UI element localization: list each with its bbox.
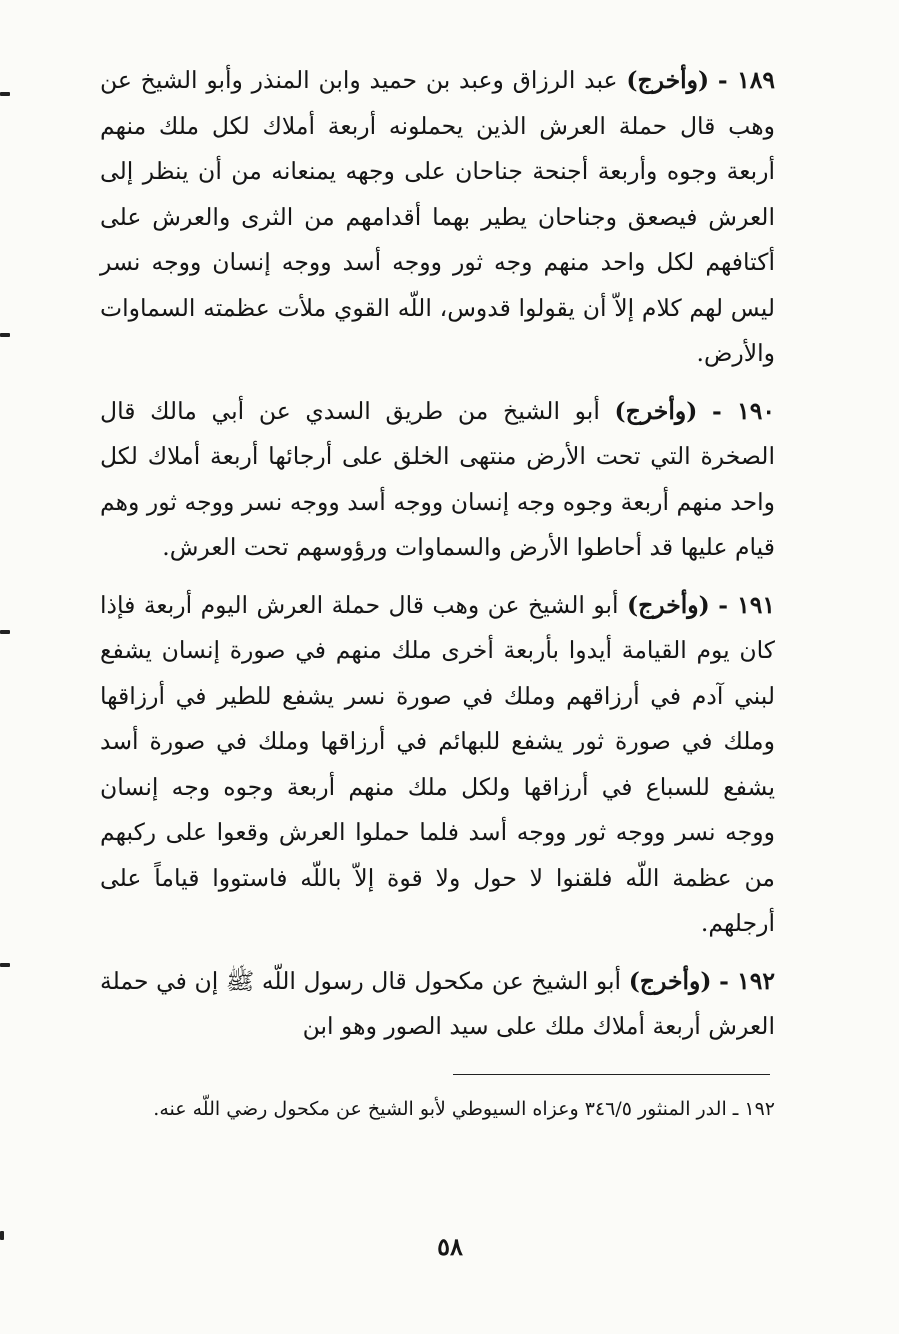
hadith-paragraph-189	[100, 58, 775, 377]
hadith-text: أبو الشيخ عن مكحول قال رسول اللّه ﷺ إن في حملة العرش أربعة أملاك ملك على سيد الصور وهو ابن	[100, 966, 775, 1040]
scan-edge-mark	[0, 1231, 4, 1240]
hadith-text: عبد الرزاق وعبد بن حميد وابن المنذر وأبو الشيخ عن وهب قال حملة العرش الذين يحملونه أربعة أملاك لكل ملك منهم أربعة وجوه وأربعة أجنحة جناحان على وجهه يمنعانه من أن ينظر إلى العرش فيصعق وجناحان يطير بهما أقدامهم من الثرى والعرش على أكتافهم لكل واحد منهم وجه ثور ووجه أسد ووجه إنسان ووجه نسر ليس لهم كلام إلاّ أن يقولوا قدوس، اللّه القوي ملأت عظمته السماوات والأرض.	[100, 66, 775, 367]
scan-edge-mark	[0, 333, 10, 337]
main-text	[100, 58, 775, 1062]
hadith-keyword: (وأخرج)	[614, 396, 698, 425]
hadith-number: ١٨٩ -	[717, 66, 775, 94]
hadith-number: ١٩٠ -	[711, 396, 775, 425]
footnote-separator	[453, 1074, 770, 1075]
hadith-text: أبو الشيخ عن وهب قال حملة العرش اليوم أربعة فإذا كان يوم القيامة أيدوا بأربعة أخرى ملك منهم في صورة إنسان يشفع لبني آدم في أرزاقهم وملك في صورة نسر يشفع للطير في أرزاقها وملك في صورة ثور يشفع للبهائم في أرزاقها وملك في صورة أسد يشفع للسباع في أرزاقها ولكل ملك منهم أربعة وجوه وجه إنسان ووجه نسر ووجه ثور ووجه أسد فلما حملوا العرش وقعوا على ركبهم من عظمة اللّه فلقنوا لا حول ولا قوة إلاّ باللّه فاستووا قياماً على أرجلهم.	[100, 590, 775, 937]
hadith-text: أبو الشيخ من طريق السدي عن أبي مالك قال الصخرة التي تحت الأرض منتهى الخلق على أرجائها أربعة أملاك لكل واحد منهم أربعة وجوه وجه إنسان ووجه أسد ووجه نسر ووجه ثور وهم قيام عليها قد أحاطوا الأرض والسماوات ورؤوسهم تحت العرش.	[100, 396, 775, 561]
hadith-keyword: (وأخرج)	[628, 966, 712, 995]
page-number: ٥٨	[437, 1232, 463, 1261]
hadith-paragraph-192	[100, 959, 775, 1050]
footnote: ١٩٢ ـ الدر المنثور ٣٤٦/٥ وعزاه السيوطي لأبو الشيخ عن مكحول رضي اللّه عنه.	[153, 1098, 775, 1120]
hadith-keyword: (وأخرج)	[627, 590, 710, 619]
hadith-number: ١٩١ -	[718, 590, 775, 619]
hadith-number: ١٩٢ -	[719, 966, 775, 995]
hadith-paragraph-190	[100, 389, 775, 571]
hadith-keyword: (وأخرج)	[626, 66, 710, 94]
scan-edge-mark	[0, 92, 10, 96]
scan-edge-mark	[0, 630, 10, 634]
hadith-paragraph-191	[100, 583, 775, 947]
scan-edge-mark	[0, 963, 10, 967]
